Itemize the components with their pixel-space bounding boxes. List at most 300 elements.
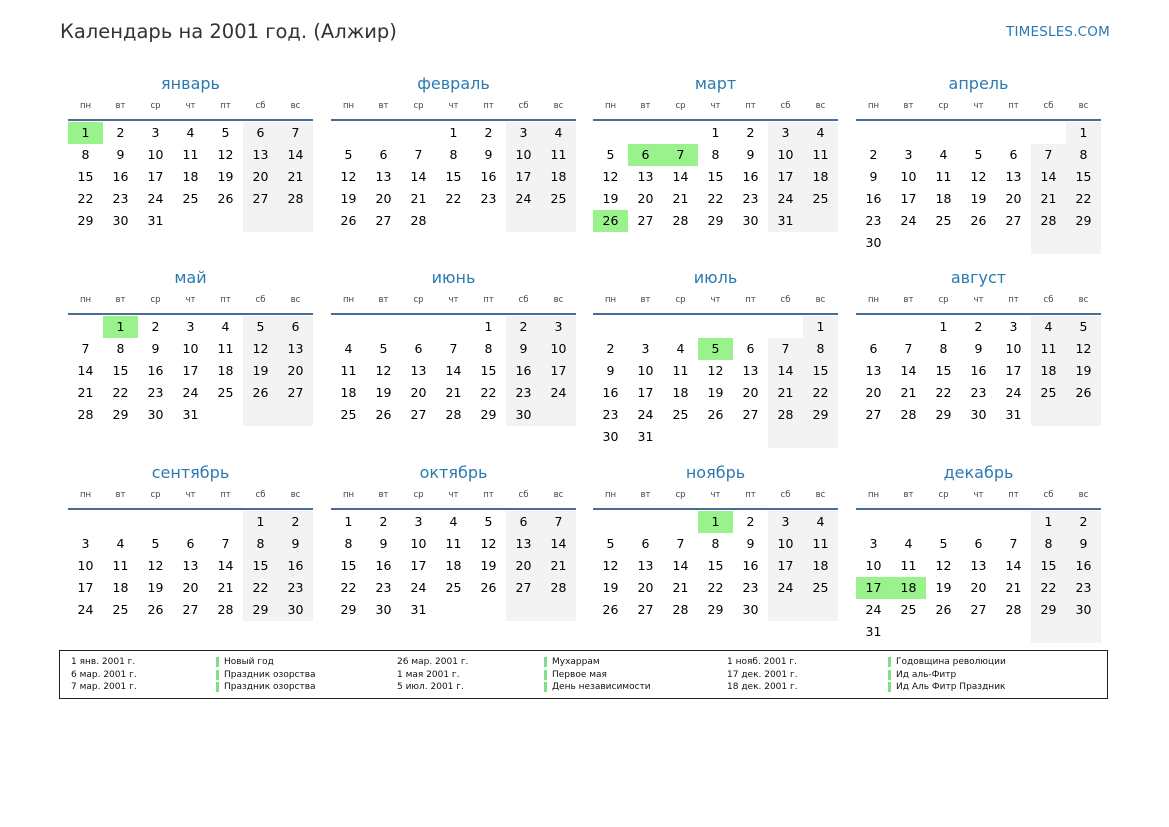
weekday-label: вт — [115, 101, 126, 111]
day-cell: 15 — [707, 558, 724, 573]
weekday-label: вс — [815, 101, 826, 111]
holiday-color-marker — [544, 657, 547, 667]
weekday-header — [331, 485, 576, 508]
day-cell: 27 — [865, 407, 882, 422]
day-cell: 22 — [480, 385, 497, 400]
day-cell: 30 — [742, 213, 759, 228]
month-block — [856, 461, 1101, 643]
weekday-label: пн — [867, 490, 880, 500]
holiday-day-cell: 1 — [68, 122, 103, 144]
empty-cell — [961, 511, 996, 533]
header-rule — [331, 313, 576, 315]
day-cell: 27 — [1005, 213, 1022, 228]
day-cell: 12 — [602, 558, 619, 573]
weekend-day-cell: 23 — [506, 382, 541, 404]
weekday-label: пн — [867, 101, 880, 111]
week-row — [68, 122, 313, 144]
weekday-label: ср — [938, 101, 949, 111]
holiday-day-cell: 1 — [103, 316, 138, 338]
day-cell: 23 — [742, 191, 759, 206]
weekday-label: чт — [185, 295, 196, 305]
empty-cell — [541, 404, 576, 426]
holiday-name: Ид Аль Фитр Праздник — [896, 682, 1006, 692]
empty-cell — [1066, 232, 1101, 254]
day-cell: 7 — [449, 341, 458, 356]
weekend-day-cell: 2 — [1066, 511, 1101, 533]
week-row — [68, 166, 313, 188]
day-cell: 14 — [1005, 558, 1022, 573]
empty-cell — [1031, 122, 1066, 144]
day-cell: 30 — [602, 429, 619, 444]
day-cell: 6 — [379, 147, 388, 162]
weekday-label: сб — [1043, 295, 1054, 305]
day-cell: 7 — [904, 341, 913, 356]
weekend-day-cell: 7 — [1031, 144, 1066, 166]
day-cell: 25 — [445, 580, 462, 595]
day-cell: 13 — [410, 363, 427, 378]
day-cell: 21 — [445, 385, 462, 400]
weekday-label: вт — [903, 295, 914, 305]
weekend-day-cell: 1 — [243, 511, 278, 533]
day-cell: 2 — [116, 125, 125, 140]
weekday-label: пт — [1008, 490, 1019, 500]
holiday-entry — [216, 669, 316, 682]
week-row — [593, 555, 838, 577]
week-row — [331, 122, 576, 144]
weekday-label: чт — [710, 101, 721, 111]
weekend-day-cell: 8 — [243, 533, 278, 555]
week-row — [856, 599, 1101, 621]
weekend-day-cell: 27 — [278, 382, 313, 404]
weekday-label: вс — [290, 295, 301, 305]
day-cell: 18 — [445, 558, 462, 573]
day-cell: 1 — [449, 125, 458, 140]
day-cell: 4 — [676, 341, 685, 356]
day-cell: 22 — [707, 580, 724, 595]
weekday-label: вс — [290, 101, 301, 111]
day-cell: 12 — [147, 558, 164, 573]
day-cell: 25 — [340, 407, 357, 422]
empty-cell — [663, 426, 698, 448]
week-row — [856, 382, 1101, 404]
month-name: декабрь — [943, 463, 1014, 482]
day-cell: 17 — [637, 385, 654, 400]
weekend-day-cell: 8 — [803, 338, 838, 360]
day-cell: 21 — [672, 191, 689, 206]
empty-cell — [663, 511, 698, 533]
day-cell: 19 — [375, 385, 392, 400]
weekend-day-cell: 15 — [803, 360, 838, 382]
empty-cell — [173, 511, 208, 533]
week-row — [856, 188, 1101, 210]
holiday-entry — [544, 669, 651, 682]
day-cell: 11 — [935, 169, 952, 184]
weekend-day-cell: 19 — [1066, 360, 1101, 382]
week-row — [331, 533, 576, 555]
holiday-date: 18 дек. 2001 г. — [727, 682, 798, 692]
weekend-day-cell: 25 — [803, 577, 838, 599]
weekday-label: вт — [903, 101, 914, 111]
weekend-day-cell: 22 — [243, 577, 278, 599]
day-cell: 6 — [746, 341, 755, 356]
weekday-label: сб — [1043, 490, 1054, 500]
day-cell: 21 — [900, 385, 917, 400]
site-link[interactable]: TIMESLES.COM — [1006, 24, 1110, 40]
day-cell: 20 — [637, 191, 654, 206]
empty-cell — [138, 511, 173, 533]
week-row — [856, 621, 1101, 643]
empty-cell — [173, 210, 208, 232]
weekday-label: пт — [745, 101, 756, 111]
holiday-legend — [59, 650, 1108, 699]
day-cell: 23 — [602, 407, 619, 422]
day-cell: 25 — [112, 602, 129, 617]
empty-cell — [366, 316, 401, 338]
day-cell: 26 — [375, 407, 392, 422]
day-cell: 31 — [182, 407, 199, 422]
day-cell: 30 — [147, 407, 164, 422]
empty-cell — [996, 511, 1031, 533]
week-row — [593, 426, 838, 448]
weekday-label: пн — [79, 101, 92, 111]
holiday-day-cell: 26 — [593, 210, 628, 232]
weekday-label: чт — [973, 295, 984, 305]
weekend-day-cell: 24 — [506, 188, 541, 210]
header-rule — [856, 313, 1101, 315]
day-cell: 2 — [379, 514, 388, 529]
week-row — [68, 555, 313, 577]
empty-cell — [593, 316, 628, 338]
day-cell: 18 — [935, 191, 952, 206]
day-cell: 16 — [480, 169, 497, 184]
day-cell: 2 — [869, 147, 878, 162]
day-cell: 9 — [606, 363, 615, 378]
day-cell: 20 — [375, 191, 392, 206]
weekend-day-cell: 3 — [506, 122, 541, 144]
empty-cell — [926, 621, 961, 643]
weekday-header — [856, 96, 1101, 119]
weekend-day-cell: 11 — [803, 533, 838, 555]
day-cell: 20 — [865, 385, 882, 400]
header-rule — [331, 119, 576, 121]
day-cell: 4 — [116, 536, 125, 551]
month-name: июль — [693, 268, 738, 287]
day-cell: 15 — [480, 363, 497, 378]
month-block — [856, 72, 1101, 254]
day-cell: 19 — [602, 580, 619, 595]
week-row — [331, 404, 576, 426]
day-cell: 31 — [865, 624, 882, 639]
day-cell: 26 — [707, 407, 724, 422]
week-row — [331, 360, 576, 382]
weekend-day-cell: 29 — [803, 404, 838, 426]
empty-cell — [663, 316, 698, 338]
day-cell: 23 — [112, 191, 129, 206]
weekend-day-cell: 5 — [1066, 316, 1101, 338]
weekday-label: пт — [745, 295, 756, 305]
weekday-label: вс — [290, 490, 301, 500]
weekend-day-cell: 30 — [1066, 599, 1101, 621]
week-row — [68, 144, 313, 166]
day-cell: 5 — [606, 147, 615, 162]
holiday-name: День независимости — [552, 682, 651, 692]
day-cell: 5 — [151, 536, 160, 551]
day-cell: 26 — [340, 213, 357, 228]
weekday-label: вт — [903, 490, 914, 500]
empty-cell — [926, 122, 961, 144]
weekend-day-cell: 21 — [541, 555, 576, 577]
empty-cell — [366, 122, 401, 144]
empty-cell — [891, 232, 926, 254]
weekday-label: ср — [675, 490, 686, 500]
day-cell: 9 — [974, 341, 983, 356]
empty-cell — [1066, 621, 1101, 643]
weekday-label: пт — [220, 295, 231, 305]
day-cell: 31 — [1005, 407, 1022, 422]
weekend-day-cell: 6 — [506, 511, 541, 533]
empty-cell — [961, 122, 996, 144]
weekday-label: пт — [1008, 295, 1019, 305]
weekend-day-cell: 24 — [768, 188, 803, 210]
day-cell: 15 — [112, 363, 129, 378]
weekend-day-cell: 28 — [1031, 210, 1066, 232]
day-cell: 2 — [606, 341, 615, 356]
month-block — [331, 266, 576, 426]
day-cell: 24 — [182, 385, 199, 400]
weekend-day-cell: 21 — [278, 166, 313, 188]
weekend-day-cell: 10 — [541, 338, 576, 360]
day-cell: 5 — [974, 147, 983, 162]
week-row — [593, 360, 838, 382]
empty-cell — [506, 210, 541, 232]
holiday-entry — [216, 656, 316, 669]
day-cell: 4 — [344, 341, 353, 356]
day-cell: 21 — [217, 580, 234, 595]
holiday-date-column — [727, 656, 798, 694]
month-block — [68, 266, 313, 426]
day-cell: 12 — [480, 536, 497, 551]
day-cell: 9 — [746, 536, 755, 551]
day-cell: 26 — [602, 602, 619, 617]
day-cell: 29 — [935, 407, 952, 422]
weekday-label: сб — [518, 295, 529, 305]
day-cell: 10 — [147, 147, 164, 162]
header-rule — [331, 508, 576, 510]
weekday-label: ср — [938, 490, 949, 500]
day-cell: 14 — [445, 363, 462, 378]
weekend-day-cell: 25 — [803, 188, 838, 210]
day-cell: 30 — [970, 407, 987, 422]
week-row — [856, 577, 1101, 599]
weekend-day-cell: 16 — [1066, 555, 1101, 577]
weekday-label: пн — [604, 295, 617, 305]
day-cell: 24 — [637, 407, 654, 422]
weekend-day-cell: 29 — [1066, 210, 1101, 232]
day-cell: 18 — [672, 385, 689, 400]
weekday-header — [68, 485, 313, 508]
weekend-day-cell: 30 — [506, 404, 541, 426]
day-cell: 6 — [186, 536, 195, 551]
day-cell: 18 — [340, 385, 357, 400]
holiday-color-marker — [888, 682, 891, 692]
day-cell: 27 — [410, 407, 427, 422]
week-row — [593, 210, 838, 232]
day-cell: 16 — [602, 385, 619, 400]
day-cell: 26 — [480, 580, 497, 595]
day-cell: 16 — [742, 169, 759, 184]
weekend-day-cell: 24 — [541, 382, 576, 404]
holiday-date-column — [71, 656, 137, 694]
day-cell: 14 — [217, 558, 234, 573]
day-cell: 2 — [746, 514, 755, 529]
week-row — [856, 338, 1101, 360]
weekday-label: вс — [553, 295, 564, 305]
day-cell: 15 — [935, 363, 952, 378]
empty-cell — [208, 511, 243, 533]
day-cell: 5 — [484, 514, 493, 529]
week-row — [856, 511, 1101, 533]
holiday-day-cell: 5 — [698, 338, 733, 360]
empty-cell — [891, 122, 926, 144]
header-rule — [593, 313, 838, 315]
day-cell: 4 — [939, 147, 948, 162]
empty-cell — [698, 316, 733, 338]
empty-cell — [628, 511, 663, 533]
empty-cell — [243, 210, 278, 232]
holiday-color-marker — [544, 670, 547, 680]
day-cell: 20 — [182, 580, 199, 595]
day-cell: 27 — [742, 407, 759, 422]
day-cell: 18 — [112, 580, 129, 595]
week-row — [68, 599, 313, 621]
weekday-label: пт — [745, 490, 756, 500]
weekend-day-cell: 23 — [1066, 577, 1101, 599]
weekday-label: сб — [780, 295, 791, 305]
day-cell: 26 — [147, 602, 164, 617]
holiday-entry — [888, 656, 1006, 669]
day-cell: 31 — [637, 429, 654, 444]
holiday-name: Годовщина революции — [896, 657, 1006, 667]
holiday-entry — [888, 681, 1006, 694]
holiday-color-marker — [216, 670, 219, 680]
day-cell: 30 — [742, 602, 759, 617]
day-cell: 24 — [865, 602, 882, 617]
day-cell: 27 — [637, 213, 654, 228]
day-cell: 23 — [865, 213, 882, 228]
day-cell: 28 — [217, 602, 234, 617]
day-cell: 16 — [112, 169, 129, 184]
weekend-day-cell: 7 — [768, 338, 803, 360]
day-cell: 11 — [340, 363, 357, 378]
week-row — [856, 533, 1101, 555]
empty-cell — [926, 511, 961, 533]
day-cell: 10 — [77, 558, 94, 573]
day-cell: 19 — [970, 191, 987, 206]
day-cell: 3 — [186, 319, 195, 334]
day-cell: 27 — [637, 602, 654, 617]
day-cell: 24 — [1005, 385, 1022, 400]
weekend-day-cell: 22 — [803, 382, 838, 404]
day-cell: 13 — [1005, 169, 1022, 184]
day-cell: 3 — [414, 514, 423, 529]
day-cell: 31 — [147, 213, 164, 228]
holiday-date: 1 янв. 2001 г. — [71, 657, 136, 667]
day-cell: 27 — [375, 213, 392, 228]
day-cell: 19 — [147, 580, 164, 595]
day-cell: 16 — [147, 363, 164, 378]
day-cell: 24 — [147, 191, 164, 206]
week-row — [856, 404, 1101, 426]
day-cell: 28 — [672, 213, 689, 228]
day-cell: 5 — [344, 147, 353, 162]
weekday-label: ср — [675, 101, 686, 111]
weekday-label: ср — [938, 295, 949, 305]
day-cell: 11 — [445, 536, 462, 551]
week-row — [68, 316, 313, 338]
day-cell: 4 — [186, 125, 195, 140]
weekday-label: пт — [1008, 101, 1019, 111]
weekday-label: ср — [413, 101, 424, 111]
weekend-day-cell: 9 — [1066, 533, 1101, 555]
day-cell: 9 — [151, 341, 160, 356]
weekend-day-cell: 1 — [803, 316, 838, 338]
day-cell: 15 — [707, 169, 724, 184]
day-cell: 1 — [711, 125, 720, 140]
week-row — [331, 599, 576, 621]
empty-cell — [891, 511, 926, 533]
day-cell: 20 — [410, 385, 427, 400]
empty-cell — [996, 122, 1031, 144]
day-cell: 19 — [602, 191, 619, 206]
holiday-name-column — [888, 656, 1006, 694]
week-row — [68, 188, 313, 210]
week-row — [68, 511, 313, 533]
weekday-label: ср — [413, 295, 424, 305]
week-row — [593, 533, 838, 555]
day-cell: 9 — [746, 147, 755, 162]
month-block — [593, 461, 838, 621]
holiday-date: 1 нояб. 2001 г. — [727, 657, 798, 667]
header-rule — [68, 508, 313, 510]
day-cell: 15 — [77, 169, 94, 184]
day-cell: 31 — [410, 602, 427, 617]
empty-cell — [628, 316, 663, 338]
weekend-day-cell: 12 — [1066, 338, 1101, 360]
weekend-day-cell: 17 — [506, 166, 541, 188]
day-cell: 17 — [182, 363, 199, 378]
day-cell: 16 — [375, 558, 392, 573]
weekday-label: пн — [604, 490, 617, 500]
week-row — [593, 188, 838, 210]
holiday-color-marker — [888, 657, 891, 667]
weekday-label: вс — [553, 101, 564, 111]
holiday-name: Новый год — [224, 657, 274, 667]
header-rule — [593, 119, 838, 121]
day-cell: 11 — [217, 341, 234, 356]
holiday-name-column — [216, 656, 316, 694]
day-cell: 18 — [217, 363, 234, 378]
day-cell: 11 — [182, 147, 199, 162]
day-cell: 10 — [182, 341, 199, 356]
day-cell: 28 — [900, 407, 917, 422]
day-cell: 16 — [742, 558, 759, 573]
day-cell: 5 — [939, 536, 948, 551]
day-cell: 20 — [742, 385, 759, 400]
day-cell: 6 — [414, 341, 423, 356]
day-cell: 28 — [445, 407, 462, 422]
month-name: ноябрь — [685, 463, 746, 482]
weekend-day-cell: 9 — [278, 533, 313, 555]
